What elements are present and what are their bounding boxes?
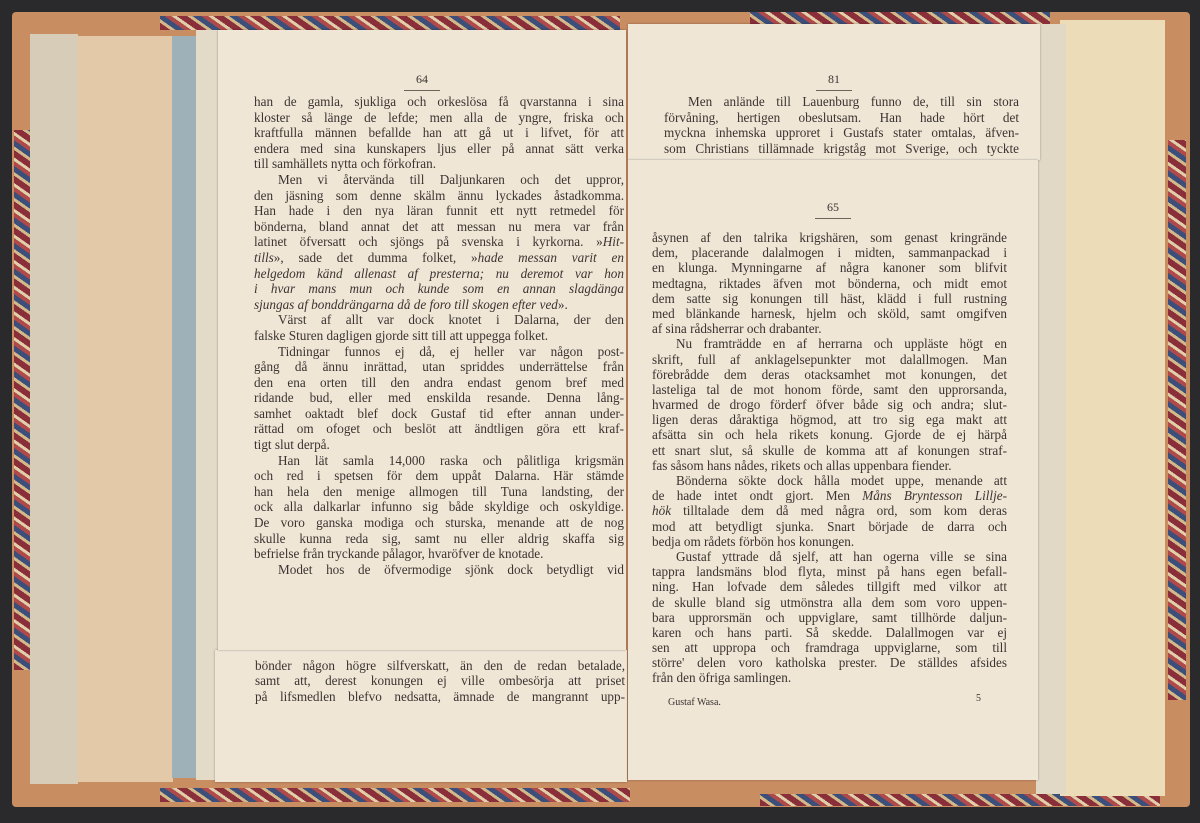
text: en klunga. Mynningarne af några kanoner som blifvit (652, 260, 1007, 276)
italic-text: helgedom känd allenast af presterna; nu deremot var hon (254, 265, 624, 281)
text: kraftfulla männen befallde han att gå ut i lifvet, för att (254, 125, 624, 141)
text-line (652, 549, 1007, 564)
text: Han lät samla 14,000 raska och pålitliga krigsmän (278, 452, 624, 468)
text: Nu framträdde en af herrarna och uppläste högt en (676, 336, 1007, 352)
text-line (254, 297, 624, 313)
text-line (254, 437, 624, 453)
text-line (254, 110, 624, 126)
text: tigt slut derpå. (254, 437, 330, 453)
text: fas såsom hans nådes, rikets och allas uppenbara fiender. (652, 457, 952, 473)
text: åsynen af den talrika krigshären, som genast kringrände (652, 230, 1007, 245)
text-line (652, 412, 1007, 427)
italic-text: i hvar mans mun och kunde som en annan slagdänga (254, 281, 624, 297)
text-line (652, 534, 1007, 549)
page-number: 64 (218, 72, 626, 91)
text: förvåning, hertigen obeslutsam. Han hade hört det (664, 109, 1019, 125)
text: tilltalade dem då med några ord, som kom deras (671, 503, 1007, 519)
text: de skulle bland sig utmönstra alla dem som voro uppen- (652, 594, 1007, 610)
text-line (664, 94, 1019, 110)
text-line (254, 203, 624, 219)
text-line (652, 488, 1007, 503)
text-line (652, 427, 1007, 442)
text: han hela den menige allmogen till Tuna landsting, der (254, 483, 624, 499)
signature-mark: 5 (976, 693, 981, 704)
text-line (652, 336, 1007, 351)
text-line (652, 503, 1007, 518)
text: af sina rådsherrar och drabanter. (652, 321, 822, 337)
text: ning. Han lofvade dem således tillgift med vilkor att (652, 579, 1007, 595)
text: samt att, derest konungen ej ville ombesörja att priset (255, 673, 625, 689)
page-stack-edges (1036, 24, 1066, 794)
text-line (254, 344, 624, 360)
text: till samhällets nytta och förkofran. (254, 156, 437, 172)
text: som Christians tillämnade krigståg mot Sverige, och tyckte (664, 140, 1019, 156)
text-line (652, 610, 1007, 625)
text-line (254, 562, 624, 578)
text: latinet öfversatt och sjöngs på svenska i kyrkorna. » (254, 234, 603, 250)
left-page (218, 30, 626, 650)
text-line (664, 110, 1019, 126)
text: bara upprorsmän och uppviglare, samt tillhörde daljun- (652, 609, 1007, 625)
text: befrielse från tryckande pålagor, hvaröfver de knotade. (254, 546, 544, 562)
text: lasteliga tal de mot honom förde, samt den upprorsanda, (652, 381, 1007, 397)
text-line (652, 397, 1007, 412)
text-line (254, 125, 624, 141)
text: den ena orten till den andra endast genom bref med (254, 374, 624, 390)
blue-interleaf (172, 36, 198, 778)
text-line (652, 306, 1007, 321)
text-line (652, 458, 1007, 473)
text-line (652, 519, 1007, 534)
text: den jäsning som denne skälm ännu lyckades åstadkomma. (254, 187, 624, 203)
text-line (254, 328, 624, 344)
text: större' delen voro katholska prester. De ställdes afsides (652, 655, 1007, 671)
text-line (652, 670, 1007, 685)
text-line (254, 266, 624, 282)
text-line (254, 484, 624, 500)
text: Bönderna sökte dock hålla modet uppe, menande att (676, 473, 1007, 488)
text-line (254, 453, 624, 469)
italic-text: sjungas af bonddrängarna då de foro till skogen efter ved (254, 296, 558, 312)
page-stack-edges (30, 34, 78, 784)
text-line (255, 658, 625, 673)
text-line (255, 673, 625, 688)
text-line (254, 281, 624, 297)
text: », sade det dumma folket, » (273, 249, 478, 265)
italic-text: Hit- (602, 234, 624, 250)
text-line (652, 245, 1007, 260)
text: Modet hos de öfvermodige sjönk dock betydligt vid (278, 561, 624, 577)
text: tappra landsmäns blod flyta, minst på hans egen befall- (652, 564, 1007, 580)
text-line (254, 94, 624, 110)
text: ock alla dalkarlar infunno sig både skyldige och oskyldige. (254, 499, 624, 515)
text: med blänkande harnesk, hjelm och sköld, samt omgifven (652, 305, 1007, 321)
footer-title: Gustaf Wasa. (668, 697, 721, 708)
text: De voro ganska modiga och sturska, menande att de nog (254, 515, 624, 531)
text: sen att uppropa och framdraga uppviglarne, som till (652, 640, 1007, 656)
page-stack-edges (78, 36, 173, 782)
text: hvarmed de drogo förderf öfver både sig och andra; slut- (652, 397, 1007, 413)
text-line (652, 625, 1007, 640)
text: kloster så länge de lefde; men alla de yngre, friska och (254, 109, 624, 125)
text-line (254, 406, 624, 422)
text: ridande bud, eller med enskilda resande. Denna lång- (254, 390, 624, 406)
endpaper-right (1060, 20, 1165, 796)
text-line (254, 499, 624, 515)
text: myckna inhemska upproret i Gustafs stater omtalas, äfven- (664, 125, 1019, 140)
text: karen och hans parti. Så skedde. Dalallmogen var ej (652, 624, 1007, 640)
page-number: 65 (628, 200, 1038, 219)
text: Värst af allt var dock knotet i Dalarna, der den (278, 312, 624, 328)
text-line (652, 260, 1007, 275)
text-line (652, 564, 1007, 579)
text: dem, placerande dalalmogen i midten, sammanpackad i (652, 245, 1007, 261)
text-line (254, 375, 624, 391)
text-line (652, 473, 1007, 488)
text-line (652, 276, 1007, 291)
marbled-endpaper-left (14, 130, 30, 670)
text-line (652, 579, 1007, 594)
text-line (652, 230, 1007, 245)
text: och red i spetsen för dem uppåt Dalarna. Här stämde (254, 468, 624, 484)
text: afsätta sin och hela rikets konung. Gjorde de ej härpå (652, 427, 1007, 443)
text-line (254, 219, 624, 235)
text: de hade intet ondt gjort. Men (652, 488, 863, 504)
text-line (254, 531, 624, 547)
text: på lifsmedlen blefvo nedsatta, ämnade de mangrannt upp- (255, 688, 625, 704)
text-line (652, 352, 1007, 367)
text-line (255, 689, 625, 704)
text-line (652, 367, 1007, 382)
text-line (652, 640, 1007, 655)
marbled-edge-top-left (160, 16, 620, 30)
text: gång då ännu inrättad, utan spriddes underrättelse från (254, 359, 624, 375)
text-line (652, 321, 1007, 336)
text-line (254, 250, 624, 266)
text-line (652, 443, 1007, 458)
text: ett snart slut, så skulle de komma att af konungen straf- (652, 442, 1007, 458)
marbled-edge-bottom-left (160, 788, 630, 802)
text: Men vi återvända till Daljunkaren och det uppror, (278, 171, 624, 187)
text: dem satte sig konungen till häst, klädd i full rustning (652, 290, 1007, 306)
text-line (254, 359, 624, 375)
right-page (628, 160, 1038, 780)
text: falske Sturen dagligen gjorde sitt till att uppegga folket. (254, 327, 549, 343)
text-line (652, 382, 1007, 397)
text: skrift, full af anklagelsepunkter mot dalallmogen. Man (652, 351, 1007, 367)
text: ligen deras dåraktiga högmod, att tro sig ega makt att (652, 412, 1007, 428)
page-number: 81 (628, 72, 1040, 91)
text: endera med sina kunskapers ljus eller på annat sätt verka (254, 140, 624, 156)
marbled-endpaper-right (1168, 140, 1186, 700)
text-line (254, 546, 624, 562)
text: från den öfriga samlingen. (652, 670, 792, 686)
marbled-edge-top-right (750, 12, 1050, 24)
text: rättad om ofoget och beslöt att ändtligen göra ett kraf- (254, 421, 624, 437)
text: bönder någon högre silfverskatt, än den de redan betalade, (255, 658, 625, 673)
text: bedja om rådets förbön hos konungen. (652, 533, 855, 549)
text-line (664, 141, 1019, 157)
text-line (254, 156, 624, 172)
text: mod att betydligt sjunka. Snart började de darra och (652, 518, 1007, 534)
text: Tidningar funnos ej då, ej heller var någon post- (278, 343, 624, 359)
text-line (652, 595, 1007, 610)
text-line (254, 172, 624, 188)
text-line (254, 468, 624, 484)
right-upper-page (628, 24, 1040, 160)
italic-text: Måns Bryntesson Lillje- (862, 488, 1007, 504)
text-line (652, 291, 1007, 306)
text: Han hade i den nya läran funnit ett nytt retmedel för (254, 203, 624, 219)
text-line (254, 312, 624, 328)
text-line (652, 655, 1007, 670)
text: förebrådde dem deras otacksamhet mot konungen, det (652, 366, 1007, 382)
left-lower-page (215, 650, 627, 782)
text: han de gamla, sjukliga och orkeslösa få qvarstanna i sina (254, 94, 624, 109)
text-line (254, 515, 624, 531)
text-line (254, 234, 624, 250)
text-line (664, 125, 1019, 141)
italic-text: hade messan varit en (477, 249, 624, 265)
text-line (254, 188, 624, 204)
text: samhet oaktadt blef dock Gustaf tid efter annan under- (254, 405, 624, 421)
text-line (254, 421, 624, 437)
text-line (254, 390, 624, 406)
text-line (254, 141, 624, 157)
text: Gustaf yttrade då sjelf, att han ogerna ville se sina (676, 548, 1007, 564)
text: bönderna, bland annat det att messan nu mera var från (254, 218, 624, 234)
text: skulle kunna reda sig, samt nu eller aldrig skaffa sig (254, 530, 624, 546)
text: Men anlände till Lauenburg funno de, till sin stora (688, 94, 1019, 109)
text: ». (557, 296, 568, 312)
text: medtagna, riktades äfven mot bönderna, och midt emot (652, 275, 1007, 291)
italic-text: hök (652, 503, 672, 519)
italic-text: tills (254, 249, 274, 265)
